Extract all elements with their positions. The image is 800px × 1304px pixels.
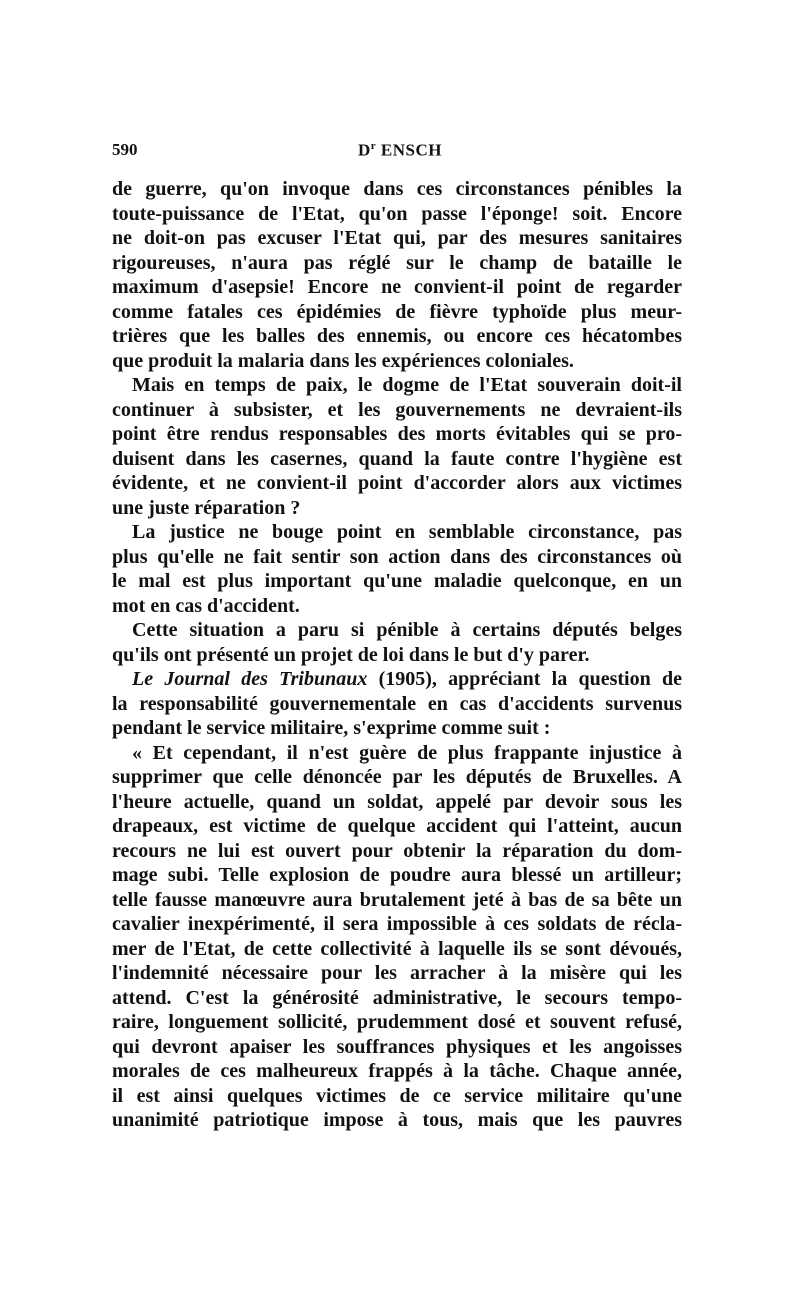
text-line: duisent dans les casernes, quand la faute contre l'hygiène est (112, 447, 682, 470)
text-line: cavalier inexpérimenté, il sera impossible à ces soldats de récla- (112, 913, 682, 935)
text-line: unanimité patriotique impose à tous, mais que les pauvres (112, 1109, 682, 1131)
text-line: rigoureuses, n'aura pas réglé sur le champ de bataille le (112, 251, 682, 274)
citation-title: Le Journal des Tribunaux (132, 668, 368, 690)
text-line: trières que les balles des ennemis, ou encore ces hécatombes (112, 325, 682, 347)
text-line: plus qu'elle ne fait sentir son action dans des circonstances où (112, 545, 682, 568)
text-line: de guerre, qu'on invoque dans ces circonstances pénibles la (112, 178, 682, 200)
text-line: que produit la malaria dans les expériences coloniales. (112, 349, 574, 372)
text-line: la responsabilité gouvernementale en cas d'accidents survenus (112, 692, 682, 715)
text-line: comme fatales ces épidémies de fièvre typhoïde plus meur- (112, 300, 682, 323)
text-line: La justice ne bouge point en semblable circonstance, pas (132, 521, 682, 543)
text-line: une juste réparation ? (112, 496, 301, 519)
text-line: Mais en temps de paix, le dogme de l'Etat souverain doit-il (132, 374, 682, 396)
text-line (112, 667, 682, 692)
text-line: Cette situation a paru si pénible à certains députés belges (132, 619, 682, 641)
running-head-sup: r (370, 140, 377, 152)
running-head-name: ENSCH (376, 140, 442, 160)
text-line: toute-puissance de l'Etat, qu'on passe l'éponge! soit. Encore (112, 202, 682, 225)
text-line: ne doit-on pas excuser l'Etat qui, par des mesures sanitaires (112, 227, 682, 249)
text-line: mage subi. Telle explosion de poudre aura blessé un artilleur; (112, 864, 682, 886)
text-line: mot en cas d'accident. (112, 594, 300, 617)
text-line: évidente, et ne convient-il point d'accorder alors aux victimes (112, 472, 682, 494)
text-line: continuer à subsister, et les gouvernements ne devraient-ils (112, 398, 682, 421)
text-line: point être rendus responsables des morts évitables qui se pro- (112, 423, 682, 445)
page-number: 590 (112, 140, 138, 159)
text-line: mer de l'Etat, de cette collectivité à laquelle ils se sont dévoués, (112, 937, 682, 960)
text-line: le mal est plus important qu'une maladie quelconque, en un (112, 570, 682, 592)
text-line: supprimer que celle dénoncée par les députés de Bruxelles. A (112, 766, 682, 788)
text-line: raire, longuement sollicité, prudemment dosé et souvent refusé, (112, 1011, 682, 1033)
body-text (112, 177, 682, 1133)
running-head-prefix: D (358, 140, 371, 160)
text-line: attend. C'est la générosité administrative, le secours tempo- (112, 986, 682, 1009)
text-line: qui devront apaiser les souffrances physiques et les angoisses (112, 1035, 682, 1058)
text-line: « Et cependant, il n'est guère de plus frappante injustice à (132, 741, 682, 764)
citation-continuation: (1905), appréciant la question de (378, 668, 682, 690)
text-line: drapeaux, est victime de quelque accident qui l'atteint, aucun (112, 815, 682, 837)
text-line: morales de ces malheureux frappés à la tâche. Chaque année, (112, 1060, 682, 1082)
text-line: l'indemnité nécessaire pour les arracher à la misère qui les (112, 962, 682, 984)
text-line: qu'ils ont présenté un projet de loi dans le but d'y parer. (112, 643, 590, 666)
text-line: telle fausse manœuvre aura brutalement jeté à bas de sa bête un (112, 888, 682, 911)
text-line: l'heure actuelle, quand un soldat, appelé par devoir sous les (112, 790, 682, 813)
text-line: pendant le service militaire, s'exprime comme suit : (112, 717, 551, 739)
text-line: il est ainsi quelques victimes de ce service militaire qu'une (112, 1084, 682, 1107)
running-head (0, 140, 800, 161)
text-line: recours ne lui est ouvert pour obtenir la réparation du dom- (112, 839, 682, 862)
text-line: maximum d'asepsie! Encore ne convient-il point de regarder (112, 276, 682, 298)
